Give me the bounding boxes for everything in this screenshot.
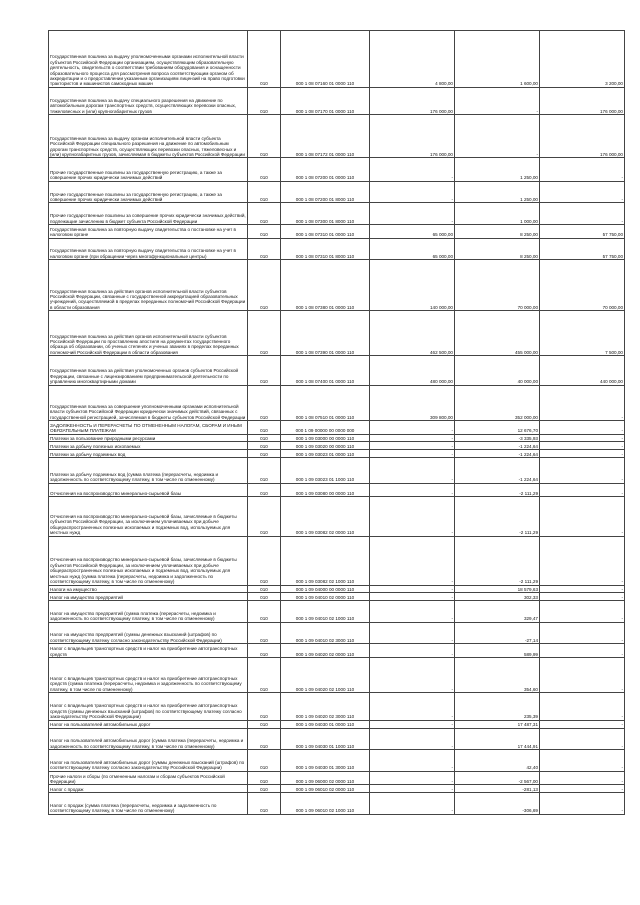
row-kbk: 000 1 09 04010 02 0000 110 (281, 593, 370, 601)
row-unexecuted: - (540, 771, 625, 785)
row-executed: 1 250,00 (455, 181, 540, 203)
table-row (49, 442, 625, 450)
row-executed: 235,39 (455, 693, 540, 720)
row-code: 010 (248, 750, 281, 772)
row-executed: -1 224,64 (455, 442, 540, 450)
row-code: 010 (248, 31, 281, 88)
row-unexecuted: 70 000,00 (540, 260, 625, 311)
row-kbk: 000 1 08 07310 01 8000 110 (281, 238, 370, 260)
row-name: Прочие государственные пошлины за совершение прочих юридически значимых действий, подлежащие зачислению в бюджет субъекта Российской Федерации (49, 203, 248, 225)
row-kbk: 000 1 09 04010 02 3000 110 (281, 622, 370, 644)
row-kbk: 000 1 09 03080 00 0000 110 (281, 483, 370, 497)
row-unexecuted: - (540, 158, 625, 182)
row-executed: 70 000,00 (455, 260, 540, 311)
row-kbk: 000 1 09 06000 02 0000 110 (281, 771, 370, 785)
row-executed: 354,60 (455, 657, 540, 692)
table-row (49, 750, 625, 772)
table-row (49, 657, 625, 692)
row-kbk: 000 1 09 04020 02 0000 110 (281, 644, 370, 658)
row-executed: -2 111,29 (455, 483, 540, 497)
row-unexecuted: - (540, 693, 625, 720)
row-code: 010 (248, 793, 281, 815)
row-kbk: 000 1 09 04030 01 0000 110 (281, 720, 370, 728)
row-code: 010 (248, 311, 281, 356)
row-name: Прочие государственные пошлины за государственную регистрацию, а также за совершение прочих юридически значимых действий (49, 158, 248, 182)
row-unexecuted: - (540, 420, 625, 434)
row-kbk: 000 1 09 04030 01 3000 110 (281, 750, 370, 772)
row-kbk: 000 1 09 06010 02 0000 110 (281, 785, 370, 793)
row-kbk: 000 1 09 03023 01 0000 110 (281, 450, 370, 458)
table-row (49, 434, 625, 442)
table-row (49, 181, 625, 203)
row-approved: 480 000,00 (370, 356, 455, 385)
row-name: Прочие налоги и сборы (по отмененным налогам и сборам субъектов Российской Федерации) (49, 771, 248, 785)
table-row (49, 356, 625, 385)
row-name: Государственная пошлина за совершение уполномоченными органами исполнительной власти субъектов Российской Федерации юридически значимых действий, связанных с государственной регистрацией, зачисляемая в бюджеты субъектов Российской Федерации (49, 385, 248, 420)
table-row (49, 536, 625, 585)
row-approved: - (370, 442, 455, 450)
row-executed: 589,99 (455, 644, 540, 658)
row-unexecuted: - (540, 728, 625, 750)
row-name: Налог с продаж (сумма платежа (перерасчеты, недоимка и задолженность по соответствующему платежу, в том числе по отмененному) (49, 793, 248, 815)
row-kbk: 000 1 08 07300 01 8000 110 (281, 203, 370, 225)
table-row (49, 31, 625, 88)
row-unexecuted: - (540, 442, 625, 450)
row-approved: - (370, 203, 455, 225)
row-kbk: 000 1 08 07172 01 0000 110 (281, 115, 370, 158)
row-code: 010 (248, 601, 281, 623)
table-row (49, 601, 625, 623)
row-code: 010 (248, 785, 281, 793)
row-approved: - (370, 158, 455, 182)
table-row (49, 728, 625, 750)
row-executed: -2 111,29 (455, 536, 540, 585)
row-approved: - (370, 458, 455, 483)
row-code: 010 (248, 115, 281, 158)
table-row (49, 450, 625, 458)
table-row (49, 585, 625, 593)
table-row (49, 158, 625, 182)
row-name: Налог на пользователей автомобильных дорог (49, 720, 248, 728)
row-name: Налог на имущество предприятий (суммы денежных взысканий (штрафов) по соответствующему платежу согласно законодательству Российской Федерации) (49, 622, 248, 644)
row-unexecuted: - (540, 585, 625, 593)
row-unexecuted: 440 000,00 (540, 356, 625, 385)
table-row (49, 238, 625, 260)
row-code: 010 (248, 585, 281, 593)
row-name: Государственная пошлина за повторную выдачу свидетельства о постановке на учет в налоговом органе (49, 224, 248, 238)
row-approved: 176 000,00 (370, 115, 455, 158)
row-name: Государственная пошлина за действия уполномоченных органов субъектов Российской Федерации, связанные с лицензированием предпринимательской деятельности по управлению многоквартирными домами (49, 356, 248, 385)
row-unexecuted: 57 750,00 (540, 238, 625, 260)
row-name: ЗАДОЛЖЕННОСТЬ И ПЕРЕРАСЧЕТЫ ПО ОТМЕНЕННЫМ НАЛОГАМ, СБОРАМ И ИНЫМ ОБЯЗАТЕЛЬНЫМ ПЛАТЕЖАМ (49, 420, 248, 434)
row-unexecuted: - (540, 793, 625, 815)
row-code: 010 (248, 87, 281, 114)
row-executed: 40 000,00 (455, 356, 540, 385)
table-row (49, 622, 625, 644)
row-kbk: 000 1 08 07200 01 0000 110 (281, 158, 370, 182)
row-approved: 309 800,00 (370, 385, 455, 420)
row-kbk: 000 1 09 03020 00 0000 110 (281, 442, 370, 450)
row-executed: 302,33 (455, 593, 540, 601)
row-kbk: 000 1 08 07400 01 0000 110 (281, 356, 370, 385)
table-row (49, 115, 625, 158)
row-approved: - (370, 434, 455, 442)
row-kbk: 000 1 09 00000 00 0000 000 (281, 420, 370, 434)
row-code: 010 (248, 260, 281, 311)
row-executed: 455 000,00 (455, 311, 540, 356)
row-executed: 17 487,31 (455, 720, 540, 728)
row-executed: 1 000,00 (455, 203, 540, 225)
row-unexecuted: - (540, 203, 625, 225)
table-row (49, 458, 625, 483)
row-executed: 1 600,00 (455, 31, 540, 88)
row-code: 010 (248, 356, 281, 385)
row-name: Государственная пошлина за выдачу органом исполнительной власти субъекта Российской Федерации специального разрешения на движение по автомобильным дорогам транспортных средств, осуществляющих перевозки опасных, тяжеловесных и (или) крупногабаритных грузов, зачисляемая в бюджеты субъектов Российской Федерации (49, 115, 248, 158)
row-executed: 8 250,00 (455, 224, 540, 238)
row-name: Налог на пользователей автомобильных дорог (суммы денежных взысканий (штрафов) по соответствующему платежу согласно законодательству Российской Федерации) (49, 750, 248, 772)
row-executed: -2 111,29 (455, 497, 540, 536)
row-code: 010 (248, 434, 281, 442)
row-code: 010 (248, 458, 281, 483)
row-code: 010 (248, 450, 281, 458)
row-unexecuted: - (540, 720, 625, 728)
revenue-table (48, 30, 625, 815)
row-name: Государственная пошлина за повторную выдачу свидетельства о постановке на учет в налоговом органе (при обращении через многофункциональные центры) (49, 238, 248, 260)
row-approved: - (370, 793, 455, 815)
row-name: Налог с владельцев транспортных средств и налог на приобретение автотранспортных средств (суммы денежных взысканий (штрафов) по соответствующему платежу согласно законодательству Российской Федерации) (49, 693, 248, 720)
row-kbk: 000 1 08 07200 01 8000 110 (281, 181, 370, 203)
row-name: Платежи за добычу полезных ископаемых (49, 442, 248, 450)
row-kbk: 000 1 09 04030 01 1000 110 (281, 728, 370, 750)
table-row (49, 87, 625, 114)
row-executed: -3 335,93 (455, 434, 540, 442)
row-approved: - (370, 657, 455, 692)
row-name: Государственная пошлина за действия органов исполнительной власти субъектов Российской Федерации, связанные с государственной аккредитацией образовательных учреждений, осуществляемой в пределах переданных полномочий Российской Федерации в области образования (49, 260, 248, 311)
row-code: 010 (248, 497, 281, 536)
row-unexecuted: - (540, 385, 625, 420)
row-executed: -306,69 (455, 793, 540, 815)
row-executed: 17 444,91 (455, 728, 540, 750)
row-name: Налог с продаж (49, 785, 248, 793)
row-executed: - (455, 87, 540, 114)
row-name: Государственная пошлина за выдачу уполномоченными органами исполнительной власти субъектов Российской Федерации организациям, осуществляющим образовательную деятельность, свидетельств о соответствии требованиям оборудования и оснащенности образовательного процесса для рассмотрения вопроса соответствующим органом об аккредитации и о предоставлении указанным организациям лицензий на право подготовки трактористов и машинистов самоходных машин (49, 31, 248, 88)
row-code: 010 (248, 181, 281, 203)
row-code: 010 (248, 442, 281, 450)
row-name: Платежи за пользование природными ресурсами (49, 434, 248, 442)
row-unexecuted: - (540, 181, 625, 203)
row-approved: 65 000,00 (370, 224, 455, 238)
row-executed: -27,14 (455, 622, 540, 644)
row-code: 010 (248, 238, 281, 260)
row-code: 010 (248, 720, 281, 728)
row-executed: -2 567,00 (455, 771, 540, 785)
row-kbk: 000 1 09 04010 02 1000 110 (281, 601, 370, 623)
row-unexecuted: - (540, 785, 625, 793)
row-approved: - (370, 593, 455, 601)
row-name: Государственная пошлина за выдачу специального разрешения на движение по автомобильным дорогам транспортных средств, осуществляющих перевозки опасных, тяжеловесных и (или) крупногабаритных грузов (49, 87, 248, 114)
row-kbk: 000 1 09 04020 02 1000 110 (281, 657, 370, 692)
row-unexecuted: 176 000,00 (540, 115, 625, 158)
row-approved: 462 500,00 (370, 311, 455, 356)
row-executed: 12 676,70 (455, 420, 540, 434)
row-kbk: 000 1 08 07310 01 0000 110 (281, 224, 370, 238)
row-unexecuted: 57 750,00 (540, 224, 625, 238)
row-approved: - (370, 644, 455, 658)
row-approved: - (370, 536, 455, 585)
row-code: 010 (248, 693, 281, 720)
row-name: Налог с владельцев транспортных средств и налог на приобретение автотранспортных средств (49, 644, 248, 658)
table-row (49, 644, 625, 658)
row-kbk: 000 1 08 07390 01 0000 110 (281, 311, 370, 356)
row-approved: 65 000,00 (370, 238, 455, 260)
row-code: 010 (248, 536, 281, 585)
row-kbk: 000 1 09 03082 02 1000 110 (281, 536, 370, 585)
row-name: Налог с владельцев транспортных средств и налог на приобретение автотранспортных средств (сумма платежа (перерасчеты, недоимка и задолженность по соответствующему платежу, в том числе по отмененному) (49, 657, 248, 692)
table-row (49, 420, 625, 434)
row-code: 010 (248, 728, 281, 750)
row-executed: - (455, 115, 540, 158)
table-row (49, 483, 625, 497)
row-unexecuted: - (540, 750, 625, 772)
table-row (49, 203, 625, 225)
row-code: 010 (248, 420, 281, 434)
table-row (49, 224, 625, 238)
row-executed: 42,40 (455, 750, 540, 772)
table-row (49, 593, 625, 601)
row-code: 010 (248, 622, 281, 644)
table-row (49, 693, 625, 720)
row-unexecuted: - (540, 536, 625, 585)
row-approved: - (370, 771, 455, 785)
row-code: 010 (248, 224, 281, 238)
row-approved: - (370, 601, 455, 623)
row-name: Платежи за добычу подземных вод (49, 450, 248, 458)
row-approved: - (370, 785, 455, 793)
table-row (49, 497, 625, 536)
row-unexecuted: - (540, 622, 625, 644)
row-approved: - (370, 693, 455, 720)
row-approved: - (370, 483, 455, 497)
row-executed: -281,13 (455, 785, 540, 793)
row-unexecuted: - (540, 644, 625, 658)
row-executed: -1 224,64 (455, 450, 540, 458)
revenue-table-body (49, 31, 625, 815)
row-approved: - (370, 720, 455, 728)
row-unexecuted: - (540, 497, 625, 536)
row-unexecuted: 7 500,00 (540, 311, 625, 356)
row-approved: - (370, 181, 455, 203)
table-row (49, 385, 625, 420)
row-unexecuted: - (540, 593, 625, 601)
table-row (49, 771, 625, 785)
table-row (49, 260, 625, 311)
row-kbk: 000 1 09 03023 01 1000 110 (281, 458, 370, 483)
row-approved: 4 800,00 (370, 31, 455, 88)
row-executed: 352 000,00 (455, 385, 540, 420)
row-name: Отчисления на воспроизводство минерально-сырьевой базы (49, 483, 248, 497)
row-kbk: 000 1 09 03082 02 0000 110 (281, 497, 370, 536)
row-executed: 8 250,00 (455, 238, 540, 260)
row-kbk: 000 1 09 06010 02 1000 110 (281, 793, 370, 815)
row-unexecuted: - (540, 657, 625, 692)
row-name: Налог на пользователей автомобильных дорог (сумма платежа (перерасчеты, недоимка и задолженность по соответствующему платежу, в том числе по отмененному) (49, 728, 248, 750)
row-name: Отчисления на воспроизводство минерально-сырьевой базы, зачисляемые в бюджеты субъектов Российской Федерации, за исключением уплачиваемых при добыче общераспространенных полезных ископаемых и подземных вод, используемых для местных нужд (сумма платежа (перерасчеты, недоимка и задолженность по соответствующему платежу, в том числе по отмененному) (49, 536, 248, 585)
table-row (49, 793, 625, 815)
row-unexecuted: - (540, 601, 625, 623)
row-kbk: 000 1 09 03000 00 0000 110 (281, 434, 370, 442)
row-approved: - (370, 750, 455, 772)
row-approved: 176 000,00 (370, 87, 455, 114)
row-code: 010 (248, 644, 281, 658)
row-approved: - (370, 585, 455, 593)
table-row (49, 785, 625, 793)
row-unexecuted: - (540, 458, 625, 483)
row-name: Налоги на имущество (49, 585, 248, 593)
row-kbk: 000 1 08 07170 01 0000 110 (281, 87, 370, 114)
row-executed: 18 579,63 (455, 585, 540, 593)
row-kbk: 000 1 08 07510 01 0000 110 (281, 385, 370, 420)
row-approved: - (370, 622, 455, 644)
row-name: Государственная пошлина за действия органов исполнительной власти субъектов Российской Федерации по проставлению апостиля на документах государственного образца об образовании, об ученых степенях и ученых званиях в пределах переданных полномочий Российской Федерации в области образования (49, 311, 248, 356)
row-unexecuted: - (540, 434, 625, 442)
row-code: 010 (248, 385, 281, 420)
table-row (49, 311, 625, 356)
row-code: 010 (248, 593, 281, 601)
row-unexecuted: - (540, 483, 625, 497)
row-kbk: 000 1 09 04020 02 3000 110 (281, 693, 370, 720)
row-name: Отчисления на воспроизводство минерально-сырьевой базы, зачисляемые в бюджеты субъектов Российской Федерации, за исключением уплачиваемых при добыче общераспространенных полезных ископаемых и подземных вод, используемых для местных нужд (49, 497, 248, 536)
row-approved: - (370, 420, 455, 434)
row-kbk: 000 1 08 07160 01 0000 110 (281, 31, 370, 88)
row-approved: - (370, 497, 455, 536)
row-unexecuted: - (540, 450, 625, 458)
row-executed: 329,47 (455, 601, 540, 623)
row-name: Платежи за добычу подземных вод (сумма платежа (перерасчеты, недоимка и задолженность по соответствующему платежу, в том числе по отмененному) (49, 458, 248, 483)
row-code: 010 (248, 771, 281, 785)
row-kbk: 000 1 08 07380 01 0000 110 (281, 260, 370, 311)
row-code: 010 (248, 203, 281, 225)
row-code: 010 (248, 483, 281, 497)
row-name: Налог на имущество предприятий (сумма платежа (перерасчеты, недоимка и задолженность по соответствующему платежу, в том числе по отмененному) (49, 601, 248, 623)
row-approved: - (370, 450, 455, 458)
table-row (49, 720, 625, 728)
row-unexecuted: 176 000,00 (540, 87, 625, 114)
row-approved: 140 000,00 (370, 260, 455, 311)
row-name: Прочие государственные пошлины за государственную регистрацию, а также за совершение прочих юридически значимых действий (49, 181, 248, 203)
row-unexecuted: 3 200,00 (540, 31, 625, 88)
row-executed: -1 224,64 (455, 458, 540, 483)
row-code: 010 (248, 158, 281, 182)
row-code: 010 (248, 657, 281, 692)
row-kbk: 000 1 09 04000 00 0000 110 (281, 585, 370, 593)
row-approved: - (370, 728, 455, 750)
row-executed: 1 250,00 (455, 158, 540, 182)
row-name: Налог на имущество предприятий (49, 593, 248, 601)
